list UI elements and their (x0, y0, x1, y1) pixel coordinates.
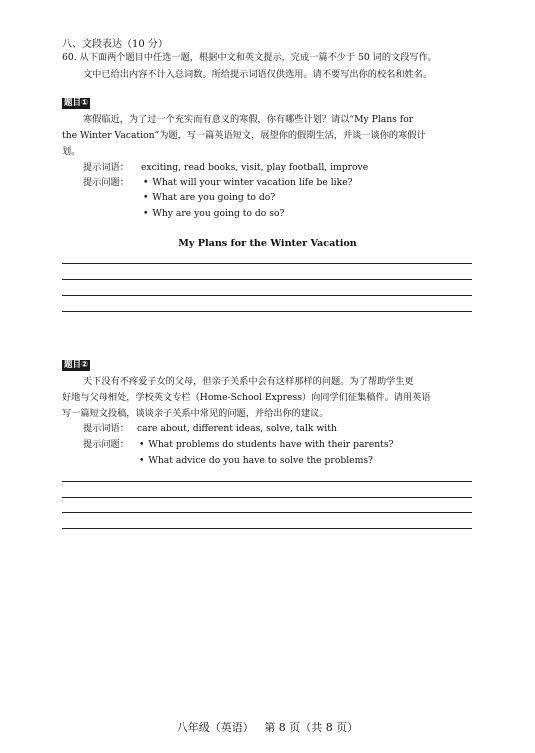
topic1-question-2: • What are you going to do? (143, 192, 275, 204)
topic1-paragraph-line-2: the Winter Vacation”为题，写一篇英语短文，展望你的假期生活，并谈一谈你的寒假计 (62, 130, 426, 141)
topic2-question-1: • What problems do students have with their parents? (139, 439, 394, 451)
writing-line[interactable] (62, 279, 472, 280)
writing-line[interactable] (62, 481, 472, 482)
instruction-line-2: 文中已给出内容不计入总词数。所给提示词语仅供选用。请不要写出你的校名和姓名。 (83, 69, 433, 80)
topic1-hint-words: exciting, read books, visit, play football, improve (141, 162, 369, 173)
topic1-paragraph-line-1: 寒假临近，为了过一个充实而有意义的寒假，你有哪些计划？请以“My Plans for (83, 114, 414, 125)
topic1-badge: 题目① (64, 98, 89, 108)
topic2-hint-questions-label: 提示问题： (83, 439, 129, 450)
essay-title: My Plans for the Winter Vacation (178, 238, 357, 249)
topic1-hint-questions-label: 提示问题： (83, 177, 129, 188)
topic2-paragraph-line-1: 天下没有不疼爱子女的父母，但亲子关系中会有这样那样的问题。为了帮助学生更 (83, 376, 414, 387)
writing-line[interactable] (62, 512, 472, 513)
topic2-hint-words: care about, different ideas, solve, talk with (137, 423, 337, 434)
topic2-badge: 题目② (64, 360, 89, 370)
topic2-paragraph-line-3: 写一篇短文投稿，谈谈亲子关系中常见的问题，并给出你的建议。 (62, 408, 329, 419)
topic1-question-3: • Why are you going to do so? (143, 208, 284, 220)
topic1-question-1: • What will your winter vacation life be like? (143, 177, 353, 189)
instruction-line-1: 60. 从下面两个题目中任选一题，根据中文和英文提示，完成一篇不少于 50 词的文段写作。 (62, 52, 437, 63)
topic1-paragraph-line-3: 划。 (62, 146, 81, 157)
topic2-hint-words-label: 提示词语： (83, 423, 129, 434)
writing-line[interactable] (62, 263, 472, 264)
topic1-hint-words-label: 提示词语： (83, 162, 129, 173)
writing-line[interactable] (62, 528, 472, 529)
topic2-question-2: • What advice do you have to solve the problems? (139, 455, 373, 467)
writing-line[interactable] (62, 311, 472, 312)
topic2-paragraph-line-2: 好地与父母相处，学校英文专栏（Home-School Express）向同学们征集稿件。请用英语 (62, 392, 431, 403)
writing-line[interactable] (62, 497, 472, 498)
writing-line[interactable] (62, 295, 472, 296)
page-footer: 八年级（英语） 第 8 页（共 8 页） (176, 721, 359, 734)
section-heading: 八、文段表达（10 分） (62, 39, 168, 50)
